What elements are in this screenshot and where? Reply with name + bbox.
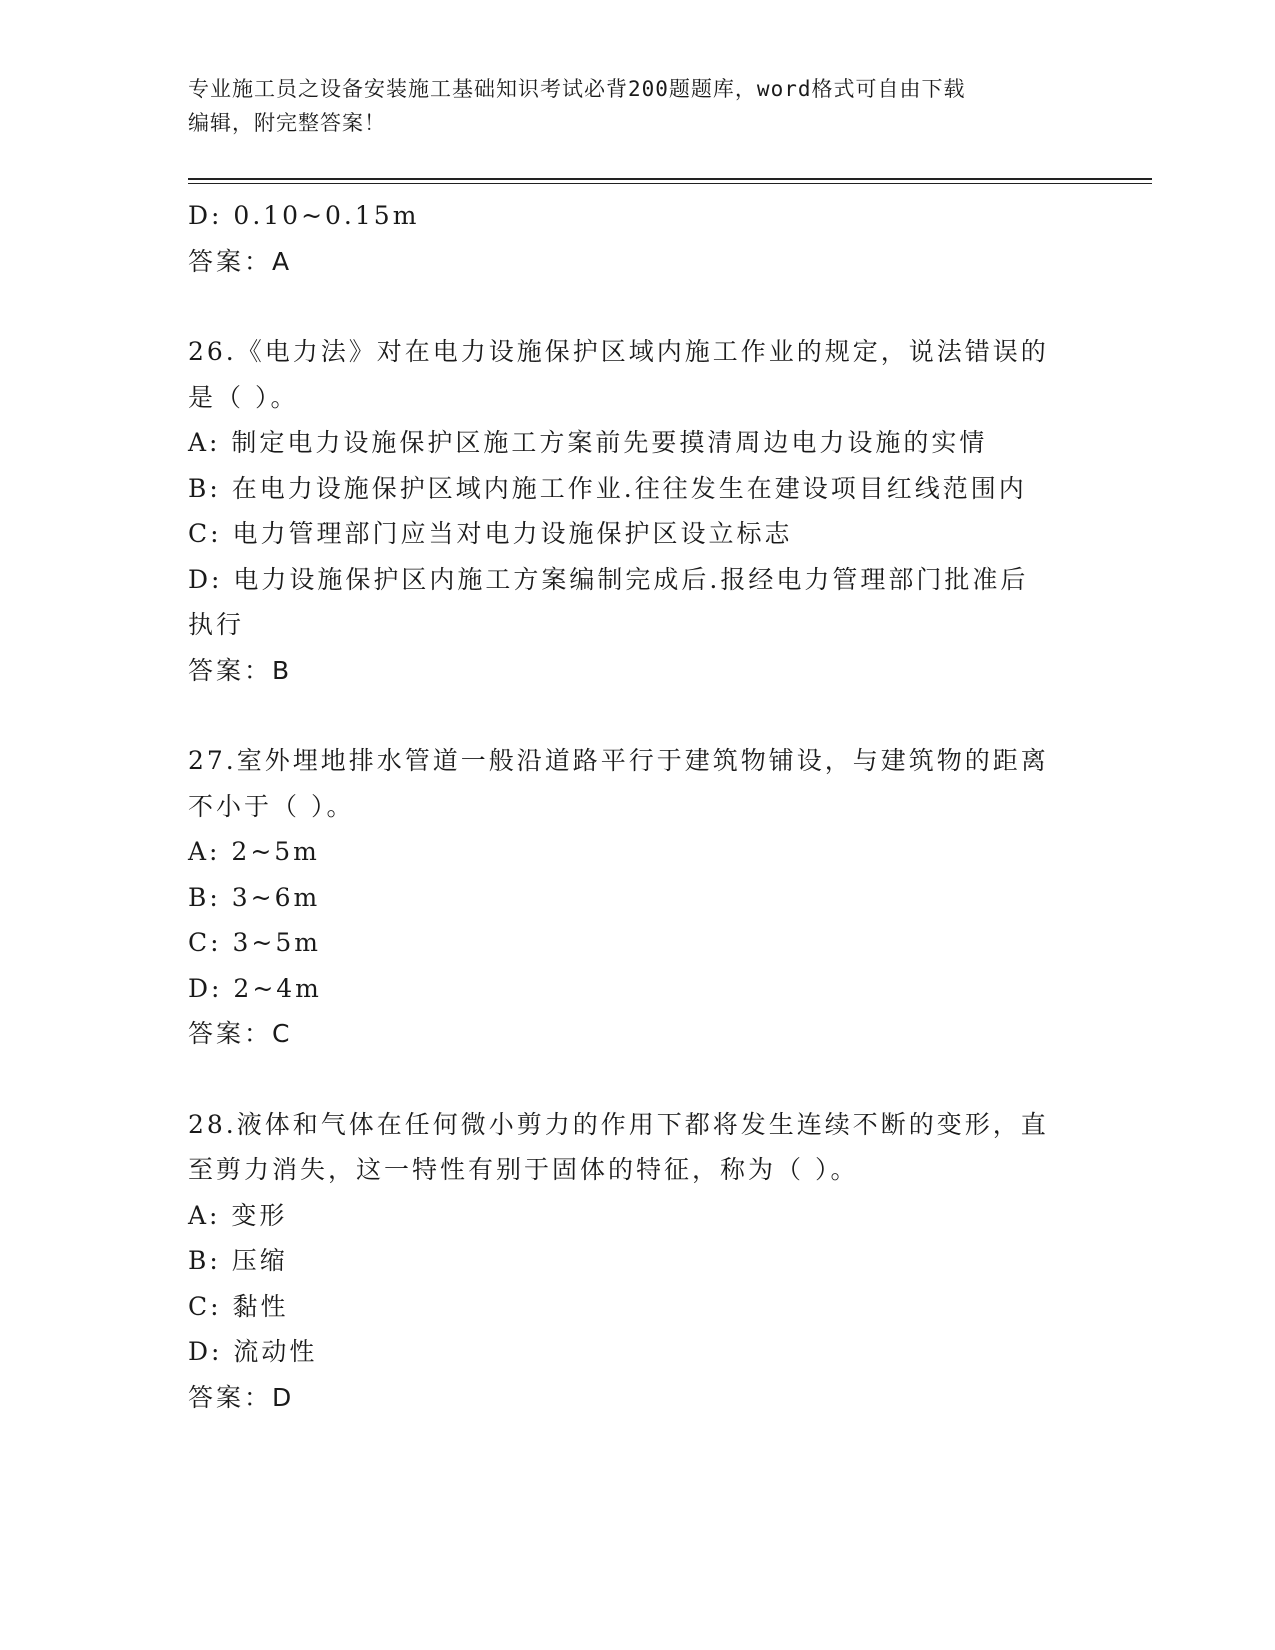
answer-line: 答案：D — [188, 1382, 295, 1412]
option-b: B: 压缩 — [188, 1246, 288, 1275]
question-stem: 27.室外埋地排水管道一般沿道路平行于建筑物铺设，与建筑物的距离 — [188, 746, 1049, 775]
previous-question-tail — [188, 193, 1088, 284]
option-d: D: 2~4m — [188, 973, 322, 1003]
option-d-cont: 执行 — [188, 610, 245, 639]
header-title-line1: 专业施工员之设备安装施工基础知识考试必背200题题库，word格式可自由下载 — [188, 77, 966, 101]
question-stem: 28.液体和气体在任何微小剪力的作用下都将发生连续不断的变形，直 — [188, 1109, 1049, 1139]
header-divider-thick — [188, 178, 1152, 180]
question-list — [188, 193, 1088, 1420]
question-26 — [188, 329, 1088, 693]
question-stem-cont: 是（ ）。 — [188, 382, 299, 412]
option-c: C: 黏性 — [188, 1291, 289, 1321]
option-a: A: 制定电力设施保护区施工方案前先要摸清周边电力设施的实情 — [188, 428, 988, 457]
question-stem-cont: 至剪力消失，这一特性有别于固体的特征，称为（ ）。 — [188, 1155, 859, 1184]
answer-line: 答案：A — [188, 246, 293, 276]
header-divider-thin — [188, 183, 1152, 184]
option-a: A: 2~5m — [188, 837, 320, 866]
answer-line: 答案：B — [188, 655, 293, 685]
option-b: B: 3~6m — [188, 882, 321, 912]
document-header — [188, 72, 1088, 140]
answer-line: 答案：C — [188, 1019, 293, 1048]
option-c: C: 3~5m — [188, 928, 321, 957]
question-27 — [188, 738, 1088, 1057]
option-d: D: 流动性 — [188, 1337, 318, 1366]
option-c: C: 电力管理部门应当对电力设施保护区设立标志 — [188, 519, 793, 548]
option-b: B: 在电力设施保护区域内施工作业.往往发生在建设项目红线范围内 — [188, 473, 1027, 503]
question-stem-cont: 不小于（ ）。 — [188, 791, 355, 821]
option-a: A: 变形 — [188, 1200, 288, 1230]
option-d: D: 电力设施保护区内施工方案编制完成后.报经电力管理部门批准后 — [188, 564, 1029, 594]
question-28 — [188, 1102, 1088, 1421]
option-d: D: 0.10~0.15m — [188, 201, 420, 230]
header-title-line2: 编辑，附完整答案！ — [188, 111, 386, 135]
question-stem: 26.《电力法》对在电力设施保护区域内施工作业的规定，说法错误的 — [188, 337, 1049, 366]
